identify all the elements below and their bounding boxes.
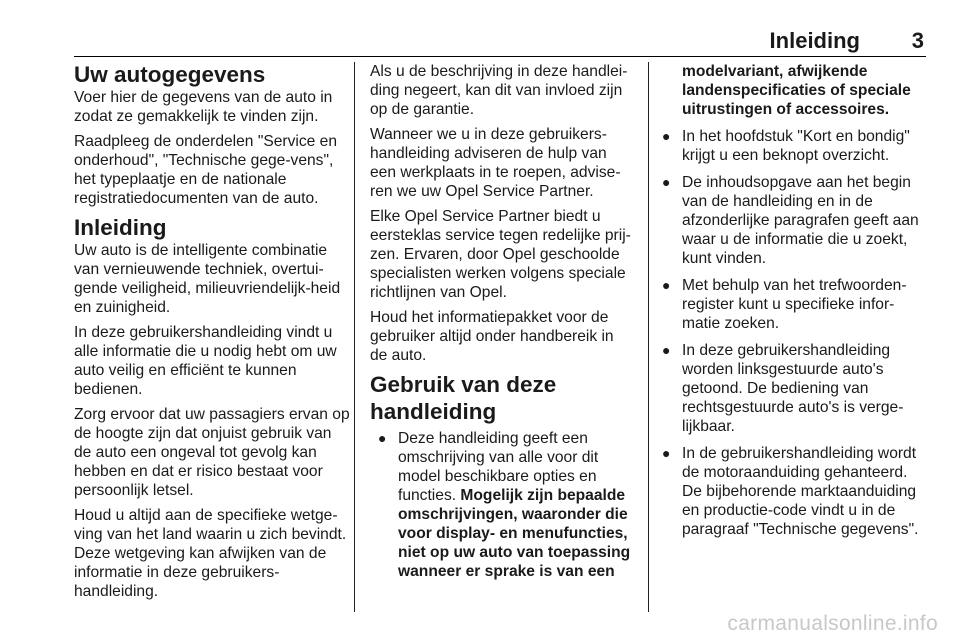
paragraph: Raadpleeg de onderdelen "Service en onderhoud", "Technische gege-vens", het typeplaatje en de nationale registratiedocumenten van de auto.: [74, 133, 338, 207]
paragraph: Voer hier de gegevens van de auto in zodat ze gemakkelijk te vinden zijn.: [74, 89, 333, 125]
list-item: [654, 276, 930, 333]
paragraph: Als u de beschrijving in deze handlei-ding negeert, kan dit van invloed zijn op de garantie.: [370, 63, 628, 118]
paragraph: Wanneer we u in deze gebruikers-handleiding adviseren de hulp van een werkplaats in te roepen, advise-ren we uw Opel Service Partner.: [370, 126, 621, 200]
list-item-text: Deze handleiding geeft een omschrijving van alle voor dit model beschikbare opties en functies.: [398, 430, 599, 504]
list-item-bold-text: Mogelijk zijn bepaalde omschrijvingen, waaronder die voor display- en menufuncties, niet op uw auto van toepassing wanneer er sprake is van een: [398, 487, 631, 580]
column-divider-1: [354, 62, 355, 612]
paragraph: Elke Opel Service Partner biedt u eersteklas service tegen redelijke prij-zen. Ervaren, door Opel geschoolde specialisten werken volgens speciale richtlijnen van Opel.: [370, 208, 631, 301]
list-item-bold-text: modelvariant, afwijkende landenspecificaties of speciale uitrustingen of accessoires.: [682, 63, 911, 118]
paragraph: Houd u altijd aan de specifieke wetge-ving van het land waarin u zich bevindt. Deze wetgeving kan afwijken van de informatie in deze gebruikers-handleiding.: [74, 507, 347, 600]
list-item-text: In het hoofdstuk "Kort en bondig" krijgt u een beknopt overzicht.: [682, 128, 910, 164]
section-title: Inleiding: [769, 28, 860, 53]
list-item-text: De inhoudsopgave aan het begin van de handleiding en in de afzonderlijke paragrafen geeft aan waar u de informatie die u zoekt, kunt vinden.: [682, 174, 919, 267]
column-1: [74, 62, 352, 607]
list-item: [370, 429, 635, 581]
bullet-list: [370, 429, 635, 581]
list-item: [654, 341, 930, 436]
bullet-icon: ●: [662, 128, 671, 144]
paragraph: Zorg ervoor dat uw passagiers ervan op de hoogte zijn dat onjuist gebruik van de auto een ongeval tot gevolg kan hebben en dat er risico bestaat voor persoonlijk letsel.: [74, 406, 350, 499]
bullet-icon: ●: [662, 445, 671, 461]
list-item-continued: [654, 62, 930, 119]
list-item-text: In de gebruikershandleiding wordt de motoraanduiding gehanteerd. De bijbehorende marktaanduiding en productie-code vindt u in de paragraaf "Technische gegevens".: [682, 445, 919, 538]
list-item-text: Met behulp van het trefwoorden-register kunt u specifieke infor-matie zoeken.: [682, 277, 907, 332]
heading-using-manual: Gebruik van deze handleiding: [370, 372, 557, 424]
page-header: [74, 26, 926, 57]
paragraph: Uw auto is de intelligente combinatie van vernieuwende techniek, overtui-gende veiligheid, milieuvriendelijk-heid en zuinigheid.: [74, 242, 341, 316]
paragraph: In deze gebruikershandleiding vindt u alle informatie die u nodig hebt om uw auto veilig en efficiënt te kunnen bedienen.: [74, 324, 337, 398]
column-3: [654, 62, 930, 547]
bullet-icon: ●: [378, 430, 387, 446]
watermark: carmanualsonline.info: [727, 612, 938, 635]
bullet-icon: ●: [662, 342, 671, 358]
bullet-icon: ●: [662, 277, 671, 293]
list-item-text: In deze gebruikershandleiding worden linksgestuurde auto's getoond. De bediening van rechtsgestuurde auto's is verge-lijkbaar.: [682, 342, 904, 435]
paragraph: Houd het informatiepakket voor de gebruiker altijd onder handbereik in de auto.: [370, 309, 614, 364]
list-item: [654, 444, 930, 539]
bullet-list: [654, 62, 930, 539]
list-item: [654, 173, 930, 268]
column-divider-2: [648, 62, 649, 612]
column-2: [370, 62, 635, 589]
bullet-icon: ●: [662, 174, 671, 190]
heading-vehicle-data: Uw autogegevens: [74, 62, 266, 87]
page-number: 3: [911, 28, 924, 53]
list-item: [654, 127, 930, 165]
heading-introduction: Inleiding: [74, 215, 167, 240]
